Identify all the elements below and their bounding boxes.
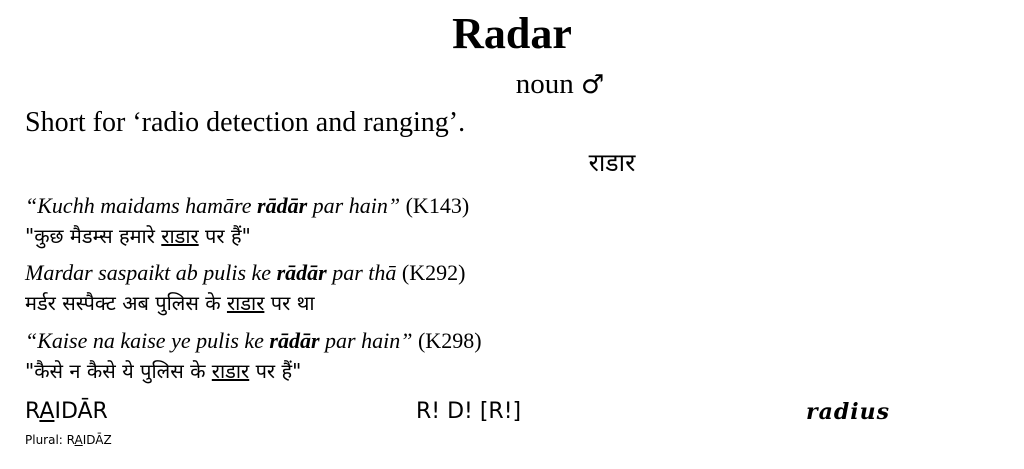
citation-open-quote: “ bbox=[25, 193, 38, 218]
hindi-text-end: पर हैं" bbox=[249, 359, 302, 383]
citation-2 bbox=[25, 259, 465, 287]
plural-first: R bbox=[66, 433, 75, 447]
citation-source: (K143) bbox=[405, 193, 470, 218]
hindi-text-end: पर हैं" bbox=[198, 224, 251, 248]
citation-3-hindi bbox=[25, 357, 301, 385]
citation-text-end: par hain bbox=[307, 193, 388, 218]
citation-2-hindi bbox=[25, 289, 315, 317]
citation-text: Mardar saspaikt ab pulis ke bbox=[25, 260, 277, 285]
definition: Short for ‘radio detection and ranging’. bbox=[25, 107, 466, 138]
plural-label: Plural: bbox=[25, 433, 67, 447]
citation-keyword: rādār bbox=[276, 260, 327, 285]
part-of-speech: noun bbox=[515, 68, 574, 100]
blackletter-word: radius bbox=[806, 399, 890, 425]
hindi-text: मर्डर सस्पैक्ट अब पुलिस के bbox=[25, 291, 227, 315]
citation-keyword: rādār bbox=[257, 193, 308, 218]
hindi-keyword: राडार bbox=[161, 224, 199, 248]
translit-first: R bbox=[25, 399, 40, 424]
citation-text: Kaise na kaise ye pulis ke bbox=[37, 328, 270, 353]
citation-source: (K298) bbox=[417, 328, 482, 353]
masculine-gender-icon: ♂ bbox=[580, 70, 605, 100]
citation-close-quote: ” bbox=[387, 193, 401, 218]
plural-line bbox=[25, 432, 112, 448]
hindi-keyword: राडार bbox=[226, 291, 265, 315]
citation-text-end: par thā bbox=[326, 260, 397, 285]
citation-1-hindi bbox=[25, 222, 251, 250]
citation-text: Kuchh maidams hamāre bbox=[37, 193, 258, 218]
citation-3 bbox=[25, 327, 482, 355]
transliteration bbox=[25, 397, 108, 427]
plural-rest: IDĀZ bbox=[82, 433, 112, 447]
translit-underlined: A bbox=[39, 399, 55, 424]
citation-keyword: rādār bbox=[269, 328, 320, 353]
citation-text-end: par hain bbox=[319, 328, 401, 353]
part-of-speech-line bbox=[0, 66, 1024, 103]
hindi-text: "कैसे न कैसे ये पुलिस के bbox=[25, 359, 212, 383]
hindi-text: "कुछ मैडम्स हमारे bbox=[25, 224, 162, 248]
citation-1 bbox=[25, 192, 469, 220]
hindi-keyword: राडार bbox=[211, 359, 250, 383]
translit-rest: IDĀR bbox=[54, 399, 108, 424]
devanagari-headword: राडार bbox=[588, 148, 636, 177]
plural-underlined: A bbox=[74, 433, 83, 447]
citation-source: (K292) bbox=[401, 260, 466, 285]
headword: Radar bbox=[452, 9, 572, 58]
citation-open-quote: “ bbox=[25, 328, 38, 353]
phonetic-spelling: R! D! [R!] bbox=[416, 399, 522, 424]
hindi-text-end: पर था bbox=[264, 291, 315, 315]
citation-close-quote: ” bbox=[400, 328, 413, 353]
